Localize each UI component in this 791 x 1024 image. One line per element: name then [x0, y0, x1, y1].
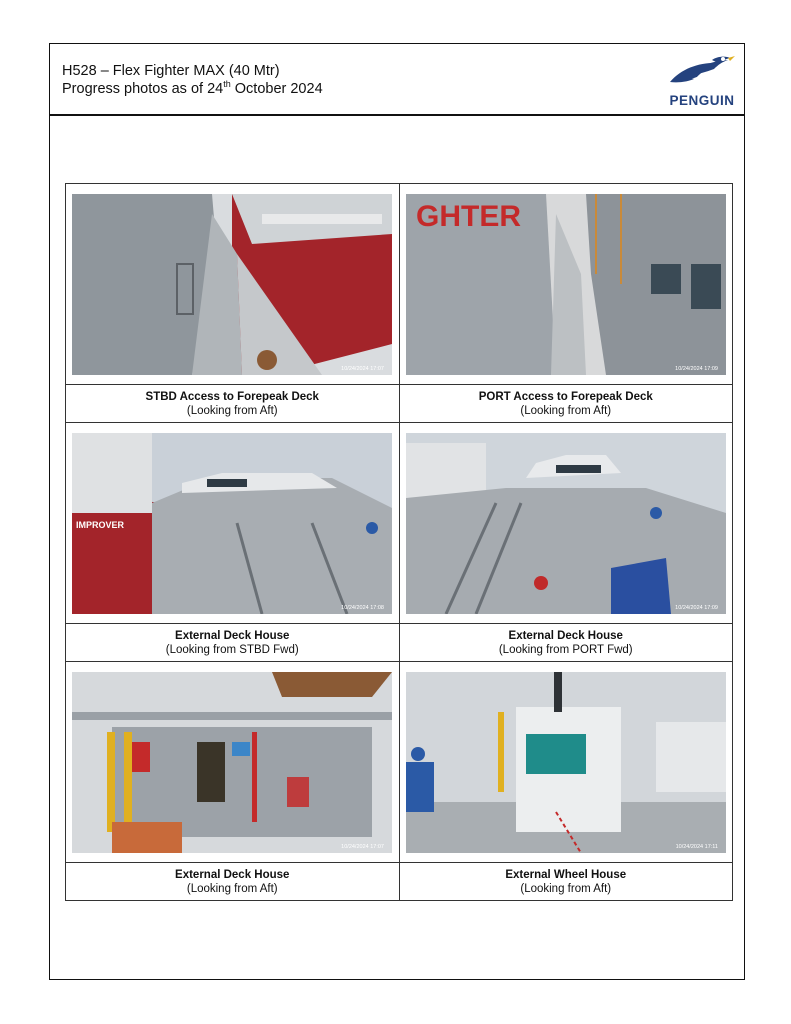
document-header-title	[62, 62, 323, 98]
photo-cell	[66, 423, 400, 624]
photo-timestamp: 10/24/2024 17:08	[341, 604, 385, 611]
photo-caption	[399, 863, 733, 901]
photo-cell	[66, 662, 400, 863]
photo-stbd-access	[72, 194, 392, 375]
caption-subtitle: (Looking from STBD Fwd)	[165, 643, 299, 656]
photo-timestamp: 10/24/2024 17:07	[341, 365, 385, 372]
photo-timestamp: 10/24/2024 17:11	[675, 843, 718, 850]
photo-cell	[399, 423, 733, 624]
caption-subtitle: (Looking from Aft)	[520, 404, 612, 417]
penguin-bird-icon	[668, 52, 736, 92]
header-divider	[49, 114, 745, 116]
photo-cell	[399, 184, 733, 385]
title-date-suffix: October 2024	[230, 81, 323, 97]
title-line-1: H528 – Flex Fighter MAX (40 Mtr)	[62, 63, 280, 79]
caption-subtitle: (Looking from Aft)	[186, 404, 278, 417]
title-date-ordinal: th	[223, 79, 231, 90]
photo-timestamp: 10/24/2024 17:09	[674, 604, 718, 611]
photo-timestamp: 10/24/2024 17:07	[341, 843, 385, 850]
caption-title: External Wheel House	[505, 868, 627, 881]
photo-timestamp: 10/24/2024 17:09	[674, 365, 718, 372]
caption-subtitle: (Looking from Aft)	[186, 882, 278, 895]
caption-title: STBD Access to Forepeak Deck	[145, 390, 319, 403]
title-line-2	[62, 80, 323, 98]
photo-deck-house-port-fwd	[406, 433, 726, 614]
photo-caption	[66, 624, 400, 662]
caption-title: External Deck House	[175, 629, 290, 642]
caption-title: External Deck House	[175, 868, 290, 881]
photo-caption	[399, 624, 733, 662]
caption-title: External Deck House	[508, 629, 623, 642]
photo-port-access	[406, 194, 726, 375]
caption-subtitle: (Looking from Aft)	[520, 882, 612, 895]
photo-caption	[66, 385, 400, 423]
photo-cell	[66, 184, 400, 385]
photo-wheel-house-aft	[406, 672, 726, 853]
photo-deck-house-stbd-fwd	[72, 433, 392, 614]
photo-caption	[399, 385, 733, 423]
logo-wordmark: PENGUIN	[669, 93, 735, 108]
photo-cell	[399, 662, 733, 863]
caption-subtitle: (Looking from PORT Fwd)	[498, 643, 633, 656]
penguin-logo	[664, 52, 740, 110]
caption-title: PORT Access to Forepeak Deck	[478, 390, 653, 403]
title-date-prefix: Progress photos as of 24	[62, 81, 224, 97]
progress-photo-table	[65, 183, 733, 901]
photo-caption	[66, 863, 400, 901]
ship-lettering: GHTER	[415, 199, 521, 233]
hull-name: IMPROVER	[76, 519, 125, 530]
photo-deck-house-aft	[72, 672, 392, 853]
